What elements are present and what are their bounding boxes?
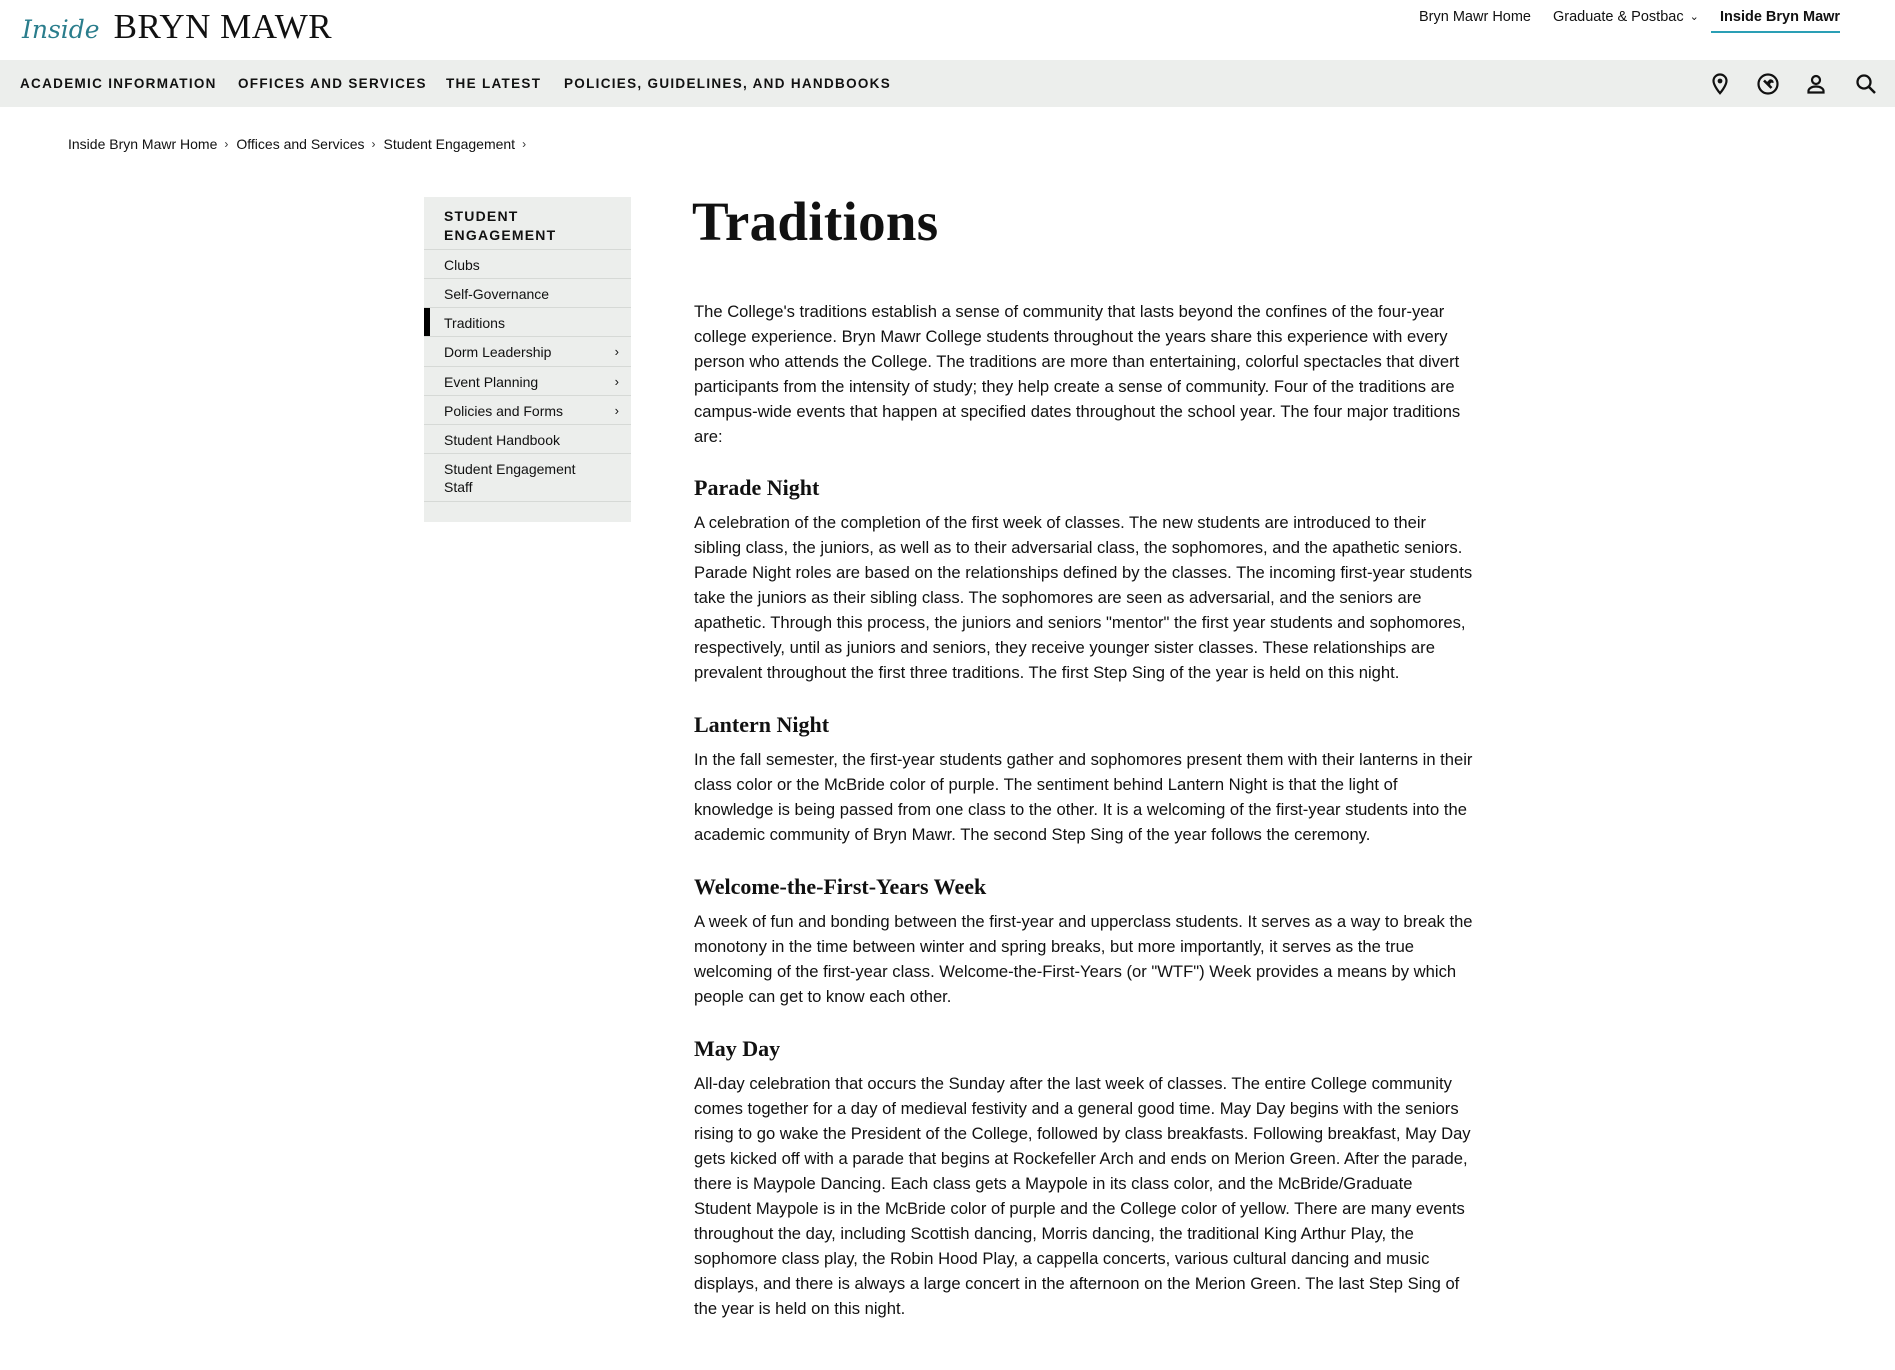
chevron-right-icon: › (224, 137, 229, 151)
utility-link-graduate-postbac[interactable] (1553, 9, 1699, 25)
breadcrumb-link-inside-home[interactable]: Inside Bryn Mawr Home (68, 136, 218, 152)
breadcrumb (68, 136, 534, 152)
active-link-underline (1711, 31, 1840, 33)
utility-link-inside-bryn-mawr[interactable]: Inside Bryn Mawr (1720, 9, 1841, 25)
chevron-down-icon: ⌄ (1689, 11, 1699, 23)
chevron-right-icon[interactable]: › (614, 374, 619, 389)
sidebar-item-label: Traditions (444, 315, 505, 331)
sidebar-item-label: Policies and Forms (444, 403, 564, 419)
sidebar-item-label: Self-Governance (444, 286, 550, 302)
site-header (0, 0, 1895, 60)
logo-wordmark: BRYN MAWR (113, 7, 333, 46)
section-body-welcome-week: A week of fun and bonding between the first-year and upperclass students. It serves as a way to break the monotony in the time between winter and spring breaks, but more importantly, it serves as the true welcoming of the first-year class. Welcome-the-First-Years (or "WTF") Week provides a means by which people can get to know each other. (694, 912, 1473, 1006)
nav-the-latest[interactable]: THE LATEST (446, 76, 542, 91)
section-body-may-day: All-day celebration that occurs the Sunday after the last week of classes. The entire College community comes together for a day of medieval festivity and a general good time. May Day begins with the seniors rising to go wake the President of the College, followed by class breakfasts. Following breakfast, May Day gets kicked off with a parade that begins at Rockefeller Arch and ends on Merion Green. After the parade, there is Maypole Dancing. Each class gets a Maypole in its class color, and the McBride/Graduate Student Maypole is in the McBride color of purple and the College color of yellow. There are many events throughout the day, including Scottish dancing, Morris dancing, the traditional King Arthur Play, the sophomore class play, the Robin Hood Play, a cappella concerts, various cultural dancing and music displays, and there is always a large concert in the afternoon on the Merion Green. The last Step Sing of the year is held on this night. (694, 1074, 1471, 1318)
sidebar-item-label: Dorm Leadership (444, 344, 552, 360)
chevron-right-icon[interactable]: › (614, 403, 619, 418)
section-heading-may-day: May Day (694, 1036, 781, 1061)
breadcrumb-link-offices-services[interactable]: Offices and Services (236, 136, 365, 152)
tools-icon[interactable] (1756, 72, 1780, 96)
sidebar-item-label: Clubs (444, 257, 480, 273)
section-heading-parade-night: Parade Night (694, 475, 820, 500)
sidebar-item-traditions[interactable] (424, 307, 631, 336)
chevron-right-icon: › (522, 137, 527, 151)
location-icon[interactable] (1708, 72, 1732, 96)
logo-prefix: Inside (22, 15, 100, 44)
nav-policies-guidelines-handbooks[interactable]: POLICIES, GUIDELINES, AND HANDBOOKS (564, 76, 892, 91)
intro-paragraph: The College's traditions establish a sense of community that lasts beyond the confines of the four-year college experience. Bryn Mawr College students throughout the years share this experience with every person who attends the College. The traditions are more than entertaining, colorful spectacles that divert participants from the intensity of study; they help create a sense of community. Four of the traditions are campus-wide events that happen at specified dates throughout the school year. The four major traditions are: (694, 302, 1461, 446)
section-body-parade-night: A celebration of the completion of the first week of classes. The new students are introduced to their sibling class, the juniors, as well as to their adversarial class, the sophomores, and the apathetic seniors. Parade Night roles are based on the relationships defined by the classes. The incoming first-year students take the juniors as their sibling class. The sophomores are seen as adversarial, and the seniors are apathetic. Through this process, the juniors and seniors "mentor" the first year students and sophomores, respectively, until as juniors and seniors, they receive younger sister classes. These relationships are prevalent throughout the first three traditions. The first Step Sing of the year is held on this night. (694, 513, 1473, 682)
sidebar-divider (424, 501, 631, 502)
utility-link-label: Graduate & Postbac (1553, 9, 1684, 25)
sidebar-item-event-planning[interactable] (424, 366, 631, 395)
search-icon[interactable] (1854, 72, 1878, 96)
section-body-lantern-night: In the fall semester, the first-year students gather and sophomores present them with their lanterns in their class color or the McBride color of purple. The sentiment behind Lantern Night is that the light of knowledge is being passed from one class to the other. It is a welcoming of the first-year students into the academic community of Bryn Mawr. The second Step Sing of the year follows the ceremony. (694, 750, 1473, 844)
chevron-right-icon[interactable]: › (614, 344, 619, 359)
section-sidebar (424, 197, 631, 522)
nav-offices-and-services[interactable]: OFFICES AND SERVICES (238, 76, 427, 91)
sidebar-item-student-engagement-staff[interactable] (424, 453, 631, 501)
section-heading-welcome-week: Welcome-the-First-Years Week (694, 874, 987, 899)
sidebar-item-dorm-leadership[interactable] (424, 336, 631, 366)
main-content (694, 190, 1474, 1321)
sidebar-item-self-governance[interactable] (424, 278, 631, 307)
sidebar-title[interactable]: STUDENT ENGAGEMENT (444, 208, 557, 243)
utility-link-bryn-mawr-home[interactable]: Bryn Mawr Home (1419, 9, 1531, 25)
nav-academic-information[interactable]: ACADEMIC INFORMATION (20, 76, 217, 91)
breadcrumb-item (236, 136, 383, 152)
breadcrumb-item (68, 136, 236, 152)
section-heading-lantern-night: Lantern Night (694, 712, 830, 737)
breadcrumb-item (384, 136, 535, 152)
sidebar-item-student-handbook[interactable] (424, 424, 631, 453)
current-page-marker (424, 308, 430, 336)
breadcrumb-link-student-engagement[interactable]: Student Engagement (383, 136, 516, 152)
sidebar-item-label: Event Planning (444, 374, 539, 390)
user-icon[interactable] (1804, 72, 1828, 96)
sidebar-item-label: Student Engagement Staff (444, 461, 576, 495)
sidebar-item-policies-and-forms[interactable] (424, 395, 631, 424)
sidebar-item-label: Student Handbook (444, 432, 560, 448)
chevron-right-icon: › (371, 137, 376, 151)
site-logo[interactable] (22, 7, 332, 47)
sidebar-item-clubs[interactable] (424, 249, 631, 278)
page-title: Traditions (692, 191, 939, 252)
main-navigation (0, 60, 1895, 107)
